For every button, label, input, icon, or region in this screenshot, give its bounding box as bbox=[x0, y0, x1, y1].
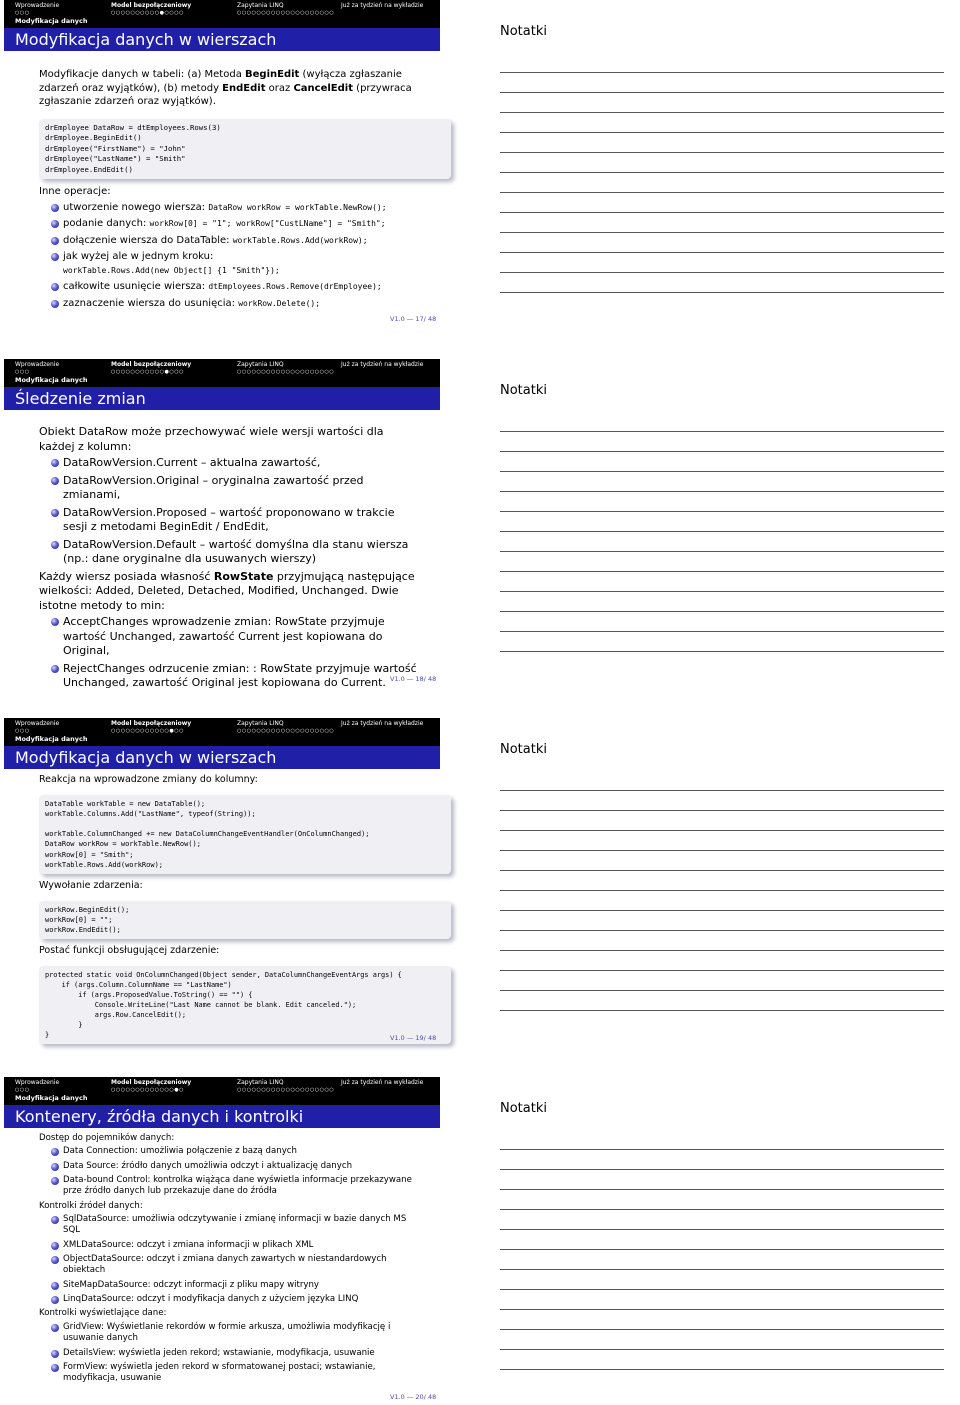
notes-line bbox=[500, 810, 944, 811]
slide-title: Kontenery, źródła danych i kontrolki bbox=[15, 1107, 304, 1126]
list-item: podanie danych: workRow[0] = "1"; workRow["CustLName"] = "Smith"; bbox=[39, 217, 421, 231]
slide-body bbox=[39, 1133, 421, 1388]
list-item: Data Source: źródło danych umożliwia odczyt i aktualizację danych bbox=[39, 1161, 421, 1172]
nav-section-linq[interactable]: Zapytania LINQ bbox=[237, 720, 284, 727]
nav-section-intro[interactable]: Wprowadzenie bbox=[15, 720, 60, 727]
list-item: ObjectDataSource: odczyt i zmiana danych zawartych w niestandardowych obiektach bbox=[39, 1254, 421, 1277]
notes-line bbox=[500, 930, 944, 931]
notes-line bbox=[500, 132, 944, 133]
notes-line bbox=[500, 292, 944, 293]
nav-section-model[interactable]: Model bezpołączeniowy bbox=[111, 1079, 192, 1086]
notes-line bbox=[500, 252, 944, 253]
bullet-ball-icon bbox=[51, 541, 59, 549]
slide-17 bbox=[4, 0, 440, 345]
slide-title-bar bbox=[4, 387, 440, 410]
slide-body bbox=[39, 425, 421, 694]
other-ops-label: Inne operacje: bbox=[39, 186, 111, 198]
nav-section-model[interactable]: Model bezpołączeniowy bbox=[111, 361, 192, 368]
notes-line bbox=[500, 1209, 944, 1210]
list-item: GridView: Wyświetlanie rekordów w formie arkusza, umożliwia modyfikację i usuwanie danych bbox=[39, 1322, 421, 1345]
list-item: XMLDataSource: odczyt i zmiana informacji w plikach XML bbox=[39, 1240, 421, 1251]
notes-line bbox=[500, 611, 944, 612]
slide-body bbox=[39, 68, 421, 313]
bullet-ball-icon bbox=[51, 509, 59, 517]
bullet-ball-icon bbox=[51, 237, 59, 245]
list-item: zaznaczenie wiersza do usunięcia: workRow.Delete(); bbox=[39, 297, 421, 311]
group-label: Kontrolki wyświetlające dane: bbox=[39, 1308, 167, 1319]
notes-line bbox=[500, 172, 944, 173]
nav-section-linq[interactable]: Zapytania LINQ bbox=[237, 361, 284, 368]
notes-line bbox=[500, 72, 944, 73]
notes-label: Notatki bbox=[500, 742, 547, 757]
notes-line bbox=[500, 192, 944, 193]
notes-line bbox=[500, 1149, 944, 1150]
notes-line bbox=[500, 531, 944, 532]
slide-19 bbox=[4, 718, 440, 1063]
nav-dots-model[interactable]: ○○○○○○○○○○○○●○○ bbox=[111, 728, 184, 734]
slide-18 bbox=[4, 359, 440, 704]
bullet-ball-icon bbox=[51, 1350, 59, 1358]
intro-text: Modyfikacje danych w tabeli: (a) Metoda BeginEdit (wyłącza zgłaszanie zdarzeń oraz wyjątków), (b) metody EndEdit oraz CancelEdit (przywraca zgłaszanie zdarzeń oraz wyjątków). bbox=[39, 69, 412, 107]
bullet-ball-icon bbox=[51, 1282, 59, 1290]
event-call-label: Wywołanie zdarzenia: bbox=[39, 879, 143, 891]
nav-dots-model[interactable]: ○○○○○○○○○○○○○●○ bbox=[111, 1087, 184, 1093]
notes-line bbox=[500, 431, 944, 432]
bullet-ball-icon bbox=[51, 1296, 59, 1304]
nav-dots-intro[interactable]: ○○○ bbox=[15, 728, 30, 734]
list-item: Data Connection: umożliwia połączenie z bazą danych bbox=[39, 1146, 421, 1157]
notes-line bbox=[500, 471, 944, 472]
nav-section-intro[interactable]: Wprowadzenie bbox=[15, 2, 60, 9]
nav-section-next[interactable]: Już za tydzień na wykładzie bbox=[341, 1079, 424, 1086]
list-item: utworzenie nowego wiersza: DataRow workRow = workTable.NewRow(); bbox=[39, 201, 421, 215]
bullet-ball-icon bbox=[51, 300, 59, 308]
slide-body bbox=[39, 774, 421, 1050]
bullet-ball-icon bbox=[51, 283, 59, 291]
notes-line bbox=[500, 990, 944, 991]
notes-line bbox=[500, 870, 944, 871]
notes-line bbox=[500, 631, 944, 632]
panel-slide-19 bbox=[0, 718, 960, 1063]
slide-title-bar bbox=[4, 1105, 440, 1128]
panel-slide-17 bbox=[0, 0, 960, 345]
intro-text: Obiekt DataRow może przechowywać wiele wersji wartości dla każdej z kolumn: bbox=[39, 425, 384, 453]
intro-text: Reakcja na wprowadzone zmiany do kolumny: bbox=[39, 774, 258, 785]
list-item: DataRowVersion.Original – oryginalna zawartość przed zmianami, bbox=[39, 474, 421, 503]
notes-line bbox=[500, 511, 944, 512]
notes-line bbox=[500, 272, 944, 273]
bullet-ball-icon bbox=[51, 1242, 59, 1250]
nav-dots-intro[interactable]: ○○○ bbox=[15, 369, 30, 375]
notes-line bbox=[500, 1289, 944, 1290]
bullet-ball-icon bbox=[51, 1148, 59, 1156]
list-item: jak wyżej ale w jednym kroku: workTable.Rows.Add(new Object[] {1 "Smith"}); bbox=[39, 250, 421, 277]
group-label: Kontrolki źródeł danych: bbox=[39, 1200, 143, 1211]
nav-section-next[interactable]: Już za tydzień na wykładzie bbox=[341, 720, 424, 727]
notes-label: Notatki bbox=[500, 24, 547, 39]
slide-footer: V1.0 — 20/ 48 bbox=[390, 1393, 437, 1401]
nav-section-next[interactable]: Już za tydzień na wykładzie bbox=[341, 2, 424, 9]
nav-section-model[interactable]: Model bezpołączeniowy bbox=[111, 2, 192, 9]
list-item: DataRowVersion.Proposed – wartość proponowano w trakcie sesji z metodami BeginEdit / EndEdit, bbox=[39, 506, 421, 535]
bullet-ball-icon bbox=[51, 220, 59, 228]
list-item: FormView: wyświetla jeden rekord w sformatowanej postaci; wstawianie, modyfikacja, usuwanie bbox=[39, 1362, 421, 1385]
notes-line bbox=[500, 551, 944, 552]
slide-20 bbox=[4, 1077, 440, 1405]
notes-line bbox=[500, 970, 944, 971]
bullet-list bbox=[39, 201, 421, 311]
list-item: DataRowVersion.Default – wartość domyślna dla stanu wiersza (np.: dane oryginalne dla usuwanych wierszy) bbox=[39, 538, 421, 567]
slide-title: Śledzenie zmian bbox=[15, 389, 146, 408]
notes-line bbox=[500, 92, 944, 93]
bullet-list bbox=[39, 456, 421, 567]
list-item: dołączenie wiersza do DataTable: workTable.Rows.Add(workRow); bbox=[39, 234, 421, 248]
notes-label: Notatki bbox=[500, 1101, 547, 1116]
slide-footer: V1.0 — 17/ 48 bbox=[390, 315, 437, 323]
list-item: Data-bound Control: kontrolka wiążąca dane wyświetla informacje przekazywane prze źródło danych lub przekazuje dane do źródła bbox=[39, 1175, 421, 1198]
slide-footer: V1.0 — 19/ 48 bbox=[390, 1034, 437, 1042]
code-block: drEmployee DataRow = dtEmployees.Rows(3) drEmployee.BeginEdit() drEmployee("FirstName") = "John" drEmployee("LastName") = "Smith" drEmployee.EndEdit() bbox=[39, 119, 451, 180]
list-item: RejectChanges odrzucenie zmian: : RowState przyjmuje wartość Unchanged, zawartość Original jest kopiowana do Current. bbox=[39, 662, 421, 691]
nav-subsection: Modyfikacja danych bbox=[15, 376, 88, 384]
notes-line bbox=[500, 212, 944, 213]
notes-line bbox=[500, 651, 944, 652]
nav-dots-linq[interactable]: ○○○○○○○○○○○○○○○○○○○○ bbox=[237, 728, 335, 734]
nav-dots-linq[interactable]: ○○○○○○○○○○○○○○○○○○○○ bbox=[237, 369, 335, 375]
notes-line bbox=[500, 1269, 944, 1270]
notes-line bbox=[500, 850, 944, 851]
notes-line bbox=[500, 910, 944, 911]
handler-label: Postać funkcji obsługującej zdarzenie: bbox=[39, 945, 220, 957]
notes-line bbox=[500, 1189, 944, 1190]
slide-footer: V1.0 — 18/ 48 bbox=[390, 675, 437, 683]
list-item: całkowite usunięcie wiersza: dtEmployees.Rows.Remove(drEmployee); bbox=[39, 280, 421, 294]
nav-dots-linq[interactable]: ○○○○○○○○○○○○○○○○○○○○ bbox=[237, 10, 335, 16]
bullet-ball-icon bbox=[51, 477, 59, 485]
nav-section-intro[interactable]: Wprowadzenie bbox=[15, 1079, 60, 1086]
bullet-ball-icon bbox=[51, 1163, 59, 1171]
notes-line bbox=[500, 232, 944, 233]
list-item: SiteMapDataSource: odczyt informacji z pliku mapy witryny bbox=[39, 1280, 421, 1291]
notes-line bbox=[500, 1249, 944, 1250]
bullet-ball-icon bbox=[51, 618, 59, 626]
bullet-ball-icon bbox=[51, 1364, 59, 1372]
code-block-setup: DataTable workTable = new DataTable(); workTable.Columns.Add("LastName", typeof(String)); workTable.ColumnChanged += new DataColumnChangeEventHandler(OnColumnChanged); DataRow workRow = workTable.NewRow(); workRow[0] = "Smith"; workTable.Rows.Add(workRow); bbox=[39, 795, 451, 874]
code-block-handler: protected static void OnColumnChanged(Object sender, DataColumnChangeEventArgs args) { if (args.Column.ColumnName == "LastName") if (args.ProposedValue.ToString() == "") { Console.WriteLine("Last Name cannot be blank. Edit canceled."); args.Row.CancelEdit(); } } bbox=[39, 966, 451, 1044]
bullet-ball-icon bbox=[51, 1177, 59, 1185]
notes-line bbox=[500, 491, 944, 492]
notes-line bbox=[500, 152, 944, 153]
nav-bar bbox=[4, 718, 440, 746]
notes-line bbox=[500, 1369, 944, 1370]
nav-section-intro[interactable]: Wprowadzenie bbox=[15, 361, 60, 368]
nav-bar bbox=[4, 1077, 440, 1105]
notes-line bbox=[500, 1309, 944, 1310]
slide-title: Modyfikacja danych w wierszach bbox=[15, 30, 277, 49]
nav-dots-model[interactable]: ○○○○○○○○○○●○○○○ bbox=[111, 10, 184, 16]
nav-bar bbox=[4, 359, 440, 387]
bullet-list bbox=[39, 1214, 421, 1305]
code-block-event: workRow.BeginEdit(); workRow[0] = ""; workRow.EndEdit(); bbox=[39, 901, 451, 939]
nav-section-linq[interactable]: Zapytania LINQ bbox=[237, 2, 284, 9]
nav-dots-intro[interactable]: ○○○ bbox=[15, 1087, 30, 1093]
panel-slide-20 bbox=[0, 1077, 960, 1405]
notes-line bbox=[500, 591, 944, 592]
bullet-ball-icon bbox=[51, 204, 59, 212]
notes-line bbox=[500, 1169, 944, 1170]
nav-section-next[interactable]: Już za tydzień na wykładzie bbox=[341, 361, 424, 368]
bullet-ball-icon bbox=[51, 1256, 59, 1264]
list-item: SqlDataSource: umożliwia odczytywanie i zmianę informacji w bazie danych MS SQL bbox=[39, 1214, 421, 1237]
bullet-ball-icon bbox=[51, 1216, 59, 1224]
panel-slide-18 bbox=[0, 359, 960, 704]
slide-title-bar bbox=[4, 746, 440, 769]
slide-title: Modyfikacja danych w wierszach bbox=[15, 748, 277, 767]
nav-dots-linq[interactable]: ○○○○○○○○○○○○○○○○○○○○ bbox=[237, 1087, 335, 1093]
notes-line bbox=[500, 1010, 944, 1011]
notes-line bbox=[500, 571, 944, 572]
list-item: AcceptChanges wprowadzenie zmian: RowState przyjmuje wartość Unchanged, zawartość Current jest kopiowana do Original, bbox=[39, 615, 421, 659]
nav-subsection: Modyfikacja danych bbox=[15, 17, 88, 25]
group-label: Dostęp do pojemników danych: bbox=[39, 1133, 175, 1143]
notes-line bbox=[500, 890, 944, 891]
bullet-ball-icon bbox=[51, 253, 59, 261]
nav-subsection: Modyfikacja danych bbox=[15, 735, 88, 743]
notes-line bbox=[500, 830, 944, 831]
nav-section-model[interactable]: Model bezpołączeniowy bbox=[111, 720, 192, 727]
bullet-ball-icon bbox=[51, 1324, 59, 1332]
notes-line bbox=[500, 1349, 944, 1350]
nav-dots-model[interactable]: ○○○○○○○○○○○●○○○ bbox=[111, 369, 184, 375]
notes-line bbox=[500, 950, 944, 951]
slide-title-bar bbox=[4, 28, 440, 51]
nav-section-linq[interactable]: Zapytania LINQ bbox=[237, 1079, 284, 1086]
nav-dots-intro[interactable]: ○○○ bbox=[15, 10, 30, 16]
nav-subsection: Modyfikacja danych bbox=[15, 1094, 88, 1102]
notes-line bbox=[500, 1229, 944, 1230]
list-item: DataRowVersion.Current – aktualna zawartość, bbox=[39, 456, 421, 471]
notes-line bbox=[500, 112, 944, 113]
bullet-list bbox=[39, 1146, 421, 1197]
bullet-ball-icon bbox=[51, 665, 59, 673]
notes-line bbox=[500, 451, 944, 452]
nav-bar bbox=[4, 0, 440, 28]
notes-line bbox=[500, 1329, 944, 1330]
list-item: LinqDataSource: odczyt i modyfikacja danych z użyciem języka LINQ bbox=[39, 1294, 421, 1305]
bullet-ball-icon bbox=[51, 459, 59, 467]
bullet-list-methods bbox=[39, 615, 421, 691]
notes-line bbox=[500, 790, 944, 791]
list-item: DetailsView: wyświetla jeden rekord; wstawianie, modyfikacja, usuwanie bbox=[39, 1348, 421, 1359]
notes-label: Notatki bbox=[500, 383, 547, 398]
bullet-list bbox=[39, 1322, 421, 1385]
rowstate-text: Każdy wiersz posiada własność RowState przyjmującą następujące wielkości: Added, Deleted, Detached, Modified, Unchanged. Dwie istotne metody to min: bbox=[39, 569, 415, 612]
